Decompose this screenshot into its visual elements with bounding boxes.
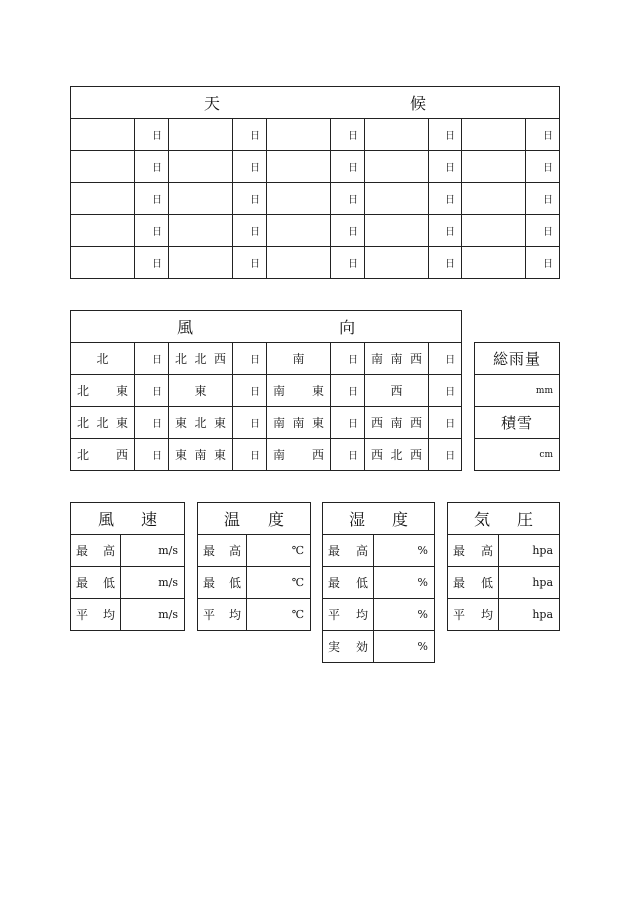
snow-depth-unit: cm <box>475 439 560 471</box>
wind-direction-row <box>71 375 462 407</box>
stat-unit: m/s <box>121 599 185 631</box>
weather-title: 天 候 <box>71 87 560 119</box>
day-label: 日 <box>331 343 365 375</box>
stat-unit: ℃ <box>247 567 311 599</box>
stat-title: 温 度 <box>198 503 311 535</box>
wind-direction-label: 南 南 西 <box>365 343 429 375</box>
pressure-table <box>447 502 560 631</box>
weather-entry-cell <box>267 215 331 247</box>
day-label: 日 <box>526 183 560 215</box>
day-label: 日 <box>233 151 267 183</box>
day-label: 日 <box>429 439 462 471</box>
day-label: 日 <box>135 439 169 471</box>
day-label: 日 <box>429 407 462 439</box>
stat-label: 平 均 <box>448 599 499 631</box>
weather-entry-cell <box>365 151 429 183</box>
wind-direction-label: 北 北 西 <box>169 343 233 375</box>
wind-direction-row <box>71 407 462 439</box>
weather-entry-cell <box>267 247 331 279</box>
stat-label: 最 高 <box>198 535 247 567</box>
day-label: 日 <box>429 375 462 407</box>
weather-entry-cell <box>462 247 526 279</box>
day-label: 日 <box>526 215 560 247</box>
stat-unit: m/s <box>121 535 185 567</box>
snow-depth-label: 積雪 <box>475 407 560 439</box>
day-label: 日 <box>233 119 267 151</box>
stat-title: 気 圧 <box>448 503 560 535</box>
wind-direction-label: 南 <box>267 343 331 375</box>
day-label: 日 <box>135 119 169 151</box>
wind-direction-title: 風 向 <box>71 311 462 343</box>
wind-direction-label: 南 南 東 <box>267 407 331 439</box>
day-label: 日 <box>135 247 169 279</box>
stat-label: 平 均 <box>323 599 374 631</box>
stat-label: 最 低 <box>448 567 499 599</box>
stat-label: 実 効 <box>323 631 374 663</box>
wind-direction-label: 東 南 東 <box>169 439 233 471</box>
wind-direction-label: 南 西 <box>267 439 331 471</box>
day-label: 日 <box>233 343 267 375</box>
weather-entry-cell <box>169 119 233 151</box>
day-label: 日 <box>429 183 462 215</box>
day-label: 日 <box>135 343 169 375</box>
wind-direction-label: 南 東 <box>267 375 331 407</box>
stat-label: 最 高 <box>448 535 499 567</box>
day-label: 日 <box>331 407 365 439</box>
weather-row <box>71 183 560 215</box>
weather-entry-cell <box>267 119 331 151</box>
wind-direction-row <box>71 439 462 471</box>
wind-direction-label: 東 <box>169 375 233 407</box>
total-rainfall-label: 総雨量 <box>475 343 560 375</box>
weather-entry-cell <box>365 119 429 151</box>
day-label: 日 <box>429 343 462 375</box>
weather-entry-cell <box>71 183 135 215</box>
day-label: 日 <box>135 183 169 215</box>
weather-entry-cell <box>71 247 135 279</box>
weather-entry-cell <box>169 247 233 279</box>
day-label: 日 <box>331 375 365 407</box>
day-label: 日 <box>233 375 267 407</box>
day-label: 日 <box>429 215 462 247</box>
weather-row <box>71 247 560 279</box>
stat-unit: hpa <box>499 567 560 599</box>
weather-entry-cell <box>169 151 233 183</box>
stat-unit: % <box>374 567 435 599</box>
stat-unit: % <box>374 631 435 663</box>
wind-direction-table <box>70 310 462 471</box>
stat-title: 湿 度 <box>323 503 435 535</box>
humidity-table <box>322 502 435 663</box>
precipitation-table <box>474 342 560 471</box>
day-label: 日 <box>526 151 560 183</box>
day-label: 日 <box>429 151 462 183</box>
weather-entry-cell <box>267 183 331 215</box>
day-label: 日 <box>429 247 462 279</box>
stat-unit: % <box>374 599 435 631</box>
stat-title: 風 速 <box>71 503 185 535</box>
stat-label: 最 低 <box>323 567 374 599</box>
wind-direction-label: 西 <box>365 375 429 407</box>
weather-entry-cell <box>462 119 526 151</box>
wind-direction-label: 西 北 西 <box>365 439 429 471</box>
weather-entry-cell <box>462 183 526 215</box>
day-label: 日 <box>135 215 169 247</box>
day-label: 日 <box>331 439 365 471</box>
stat-unit: ℃ <box>247 599 311 631</box>
weather-entry-cell <box>267 151 331 183</box>
stat-label: 平 均 <box>198 599 247 631</box>
weather-table <box>70 86 560 279</box>
weather-entry-cell <box>462 151 526 183</box>
stat-unit: hpa <box>499 535 560 567</box>
wind-direction-label: 北 西 <box>71 439 135 471</box>
day-label: 日 <box>233 407 267 439</box>
weather-entry-cell <box>365 215 429 247</box>
day-label: 日 <box>233 247 267 279</box>
wind-direction-label: 西 南 西 <box>365 407 429 439</box>
wind-direction-label: 北 <box>71 343 135 375</box>
weather-entry-cell <box>169 183 233 215</box>
day-label: 日 <box>135 375 169 407</box>
rainfall-unit: mm <box>475 375 560 407</box>
weather-row <box>71 151 560 183</box>
wind-direction-label: 東 北 東 <box>169 407 233 439</box>
stat-unit: % <box>374 535 435 567</box>
day-label: 日 <box>331 215 365 247</box>
stat-label: 最 高 <box>323 535 374 567</box>
day-label: 日 <box>135 407 169 439</box>
temperature-table <box>197 502 311 631</box>
day-label: 日 <box>331 151 365 183</box>
weather-entry-cell <box>169 215 233 247</box>
weather-entry-cell <box>462 215 526 247</box>
wind-direction-label: 北 東 <box>71 375 135 407</box>
day-label: 日 <box>331 247 365 279</box>
wind-speed-table <box>70 502 185 631</box>
day-label: 日 <box>233 439 267 471</box>
stat-unit: m/s <box>121 567 185 599</box>
weather-row <box>71 119 560 151</box>
day-label: 日 <box>233 215 267 247</box>
day-label: 日 <box>429 119 462 151</box>
stat-label: 平 均 <box>71 599 121 631</box>
stat-unit: ℃ <box>247 535 311 567</box>
day-label: 日 <box>526 119 560 151</box>
wind-direction-label: 北 北 東 <box>71 407 135 439</box>
day-label: 日 <box>135 151 169 183</box>
day-label: 日 <box>526 247 560 279</box>
stat-label: 最 低 <box>71 567 121 599</box>
stat-label: 最 高 <box>71 535 121 567</box>
day-label: 日 <box>331 183 365 215</box>
weather-entry-cell <box>71 215 135 247</box>
weather-entry-cell <box>365 247 429 279</box>
weather-entry-cell <box>71 151 135 183</box>
weather-entry-cell <box>365 183 429 215</box>
stat-unit: hpa <box>499 599 560 631</box>
day-label: 日 <box>233 183 267 215</box>
wind-direction-row <box>71 343 462 375</box>
weather-row <box>71 215 560 247</box>
weather-entry-cell <box>71 119 135 151</box>
day-label: 日 <box>331 119 365 151</box>
stat-label: 最 低 <box>198 567 247 599</box>
